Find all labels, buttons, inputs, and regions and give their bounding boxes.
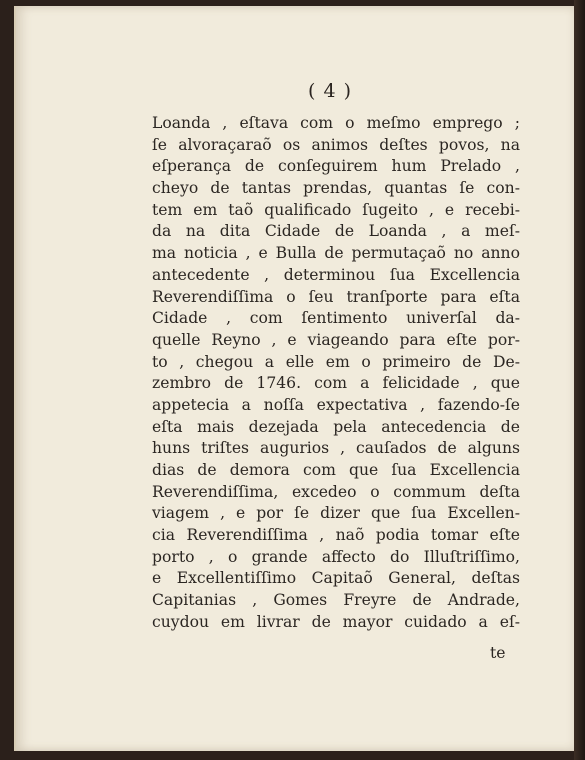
text-line: Capitanias , Gomes Freyre de Andrade, bbox=[152, 591, 520, 610]
text-line: antecedente , determinou ſua Excellencia bbox=[152, 265, 520, 284]
text-line: cuydou em livrar de mayor cuidado a eſ- bbox=[152, 612, 520, 631]
page-number: ( 4 ) bbox=[308, 80, 352, 102]
text-line: da na dita Cidade de Loanda , a meſ- bbox=[152, 222, 520, 241]
text-line: ſe alvoraçaraõ os animos deſtes povos, na bbox=[152, 135, 520, 154]
text-line: Cidade , com ſentimento univerſal da- bbox=[152, 309, 520, 328]
page-edge-shadow bbox=[574, 0, 585, 760]
text-line: dias de demora com que ſua Excellencia bbox=[152, 461, 520, 479]
text-line: ma noticia , e Bulla de permutaçaõ no anno bbox=[152, 244, 520, 263]
text-line: cia Reverendiſſima , naõ podia tomar eſte bbox=[152, 526, 520, 545]
body-text bbox=[152, 113, 520, 634]
text-line: Reverendiſſima o ſeu tranſporte para eſta bbox=[152, 287, 520, 306]
text-line: eſperança de conſeguirem hum Prelado , bbox=[152, 157, 520, 176]
text-line: Reverendiſſima, excedeo o commum deſta bbox=[152, 482, 520, 501]
text-line: to , chegou a elle em o primeiro de De- bbox=[152, 352, 520, 371]
text-line: viagem , e por ſe dizer que ſua Excellen- bbox=[152, 504, 520, 523]
catchword: te bbox=[490, 644, 506, 662]
text-line: tem em taõ qualificado ſugeito , e recebi- bbox=[152, 200, 520, 219]
text-line: eſta mais dezejada pela antecedencia de bbox=[152, 417, 520, 436]
text-line: Loanda , eſtava com o meſmo emprego ; bbox=[152, 114, 520, 132]
text-line: zembro de 1746. com a felicidade , que bbox=[152, 374, 520, 393]
text-line: e Excellentiſſimo Capitaõ General, deſtas bbox=[152, 569, 520, 588]
text-line: huns triſtes augurios , cauſados de alguns bbox=[152, 439, 520, 458]
text-line: appetecia a noſſa expectativa , fazendo-ſe bbox=[152, 395, 520, 414]
text-line: porto , o grande affecto do Illuſtriſſimo, bbox=[152, 547, 520, 566]
text-line: cheyo de tantas prendas, quantas ſe con- bbox=[152, 179, 520, 198]
text-line: quelle Reyno , e viageando para eſte por- bbox=[152, 330, 520, 349]
